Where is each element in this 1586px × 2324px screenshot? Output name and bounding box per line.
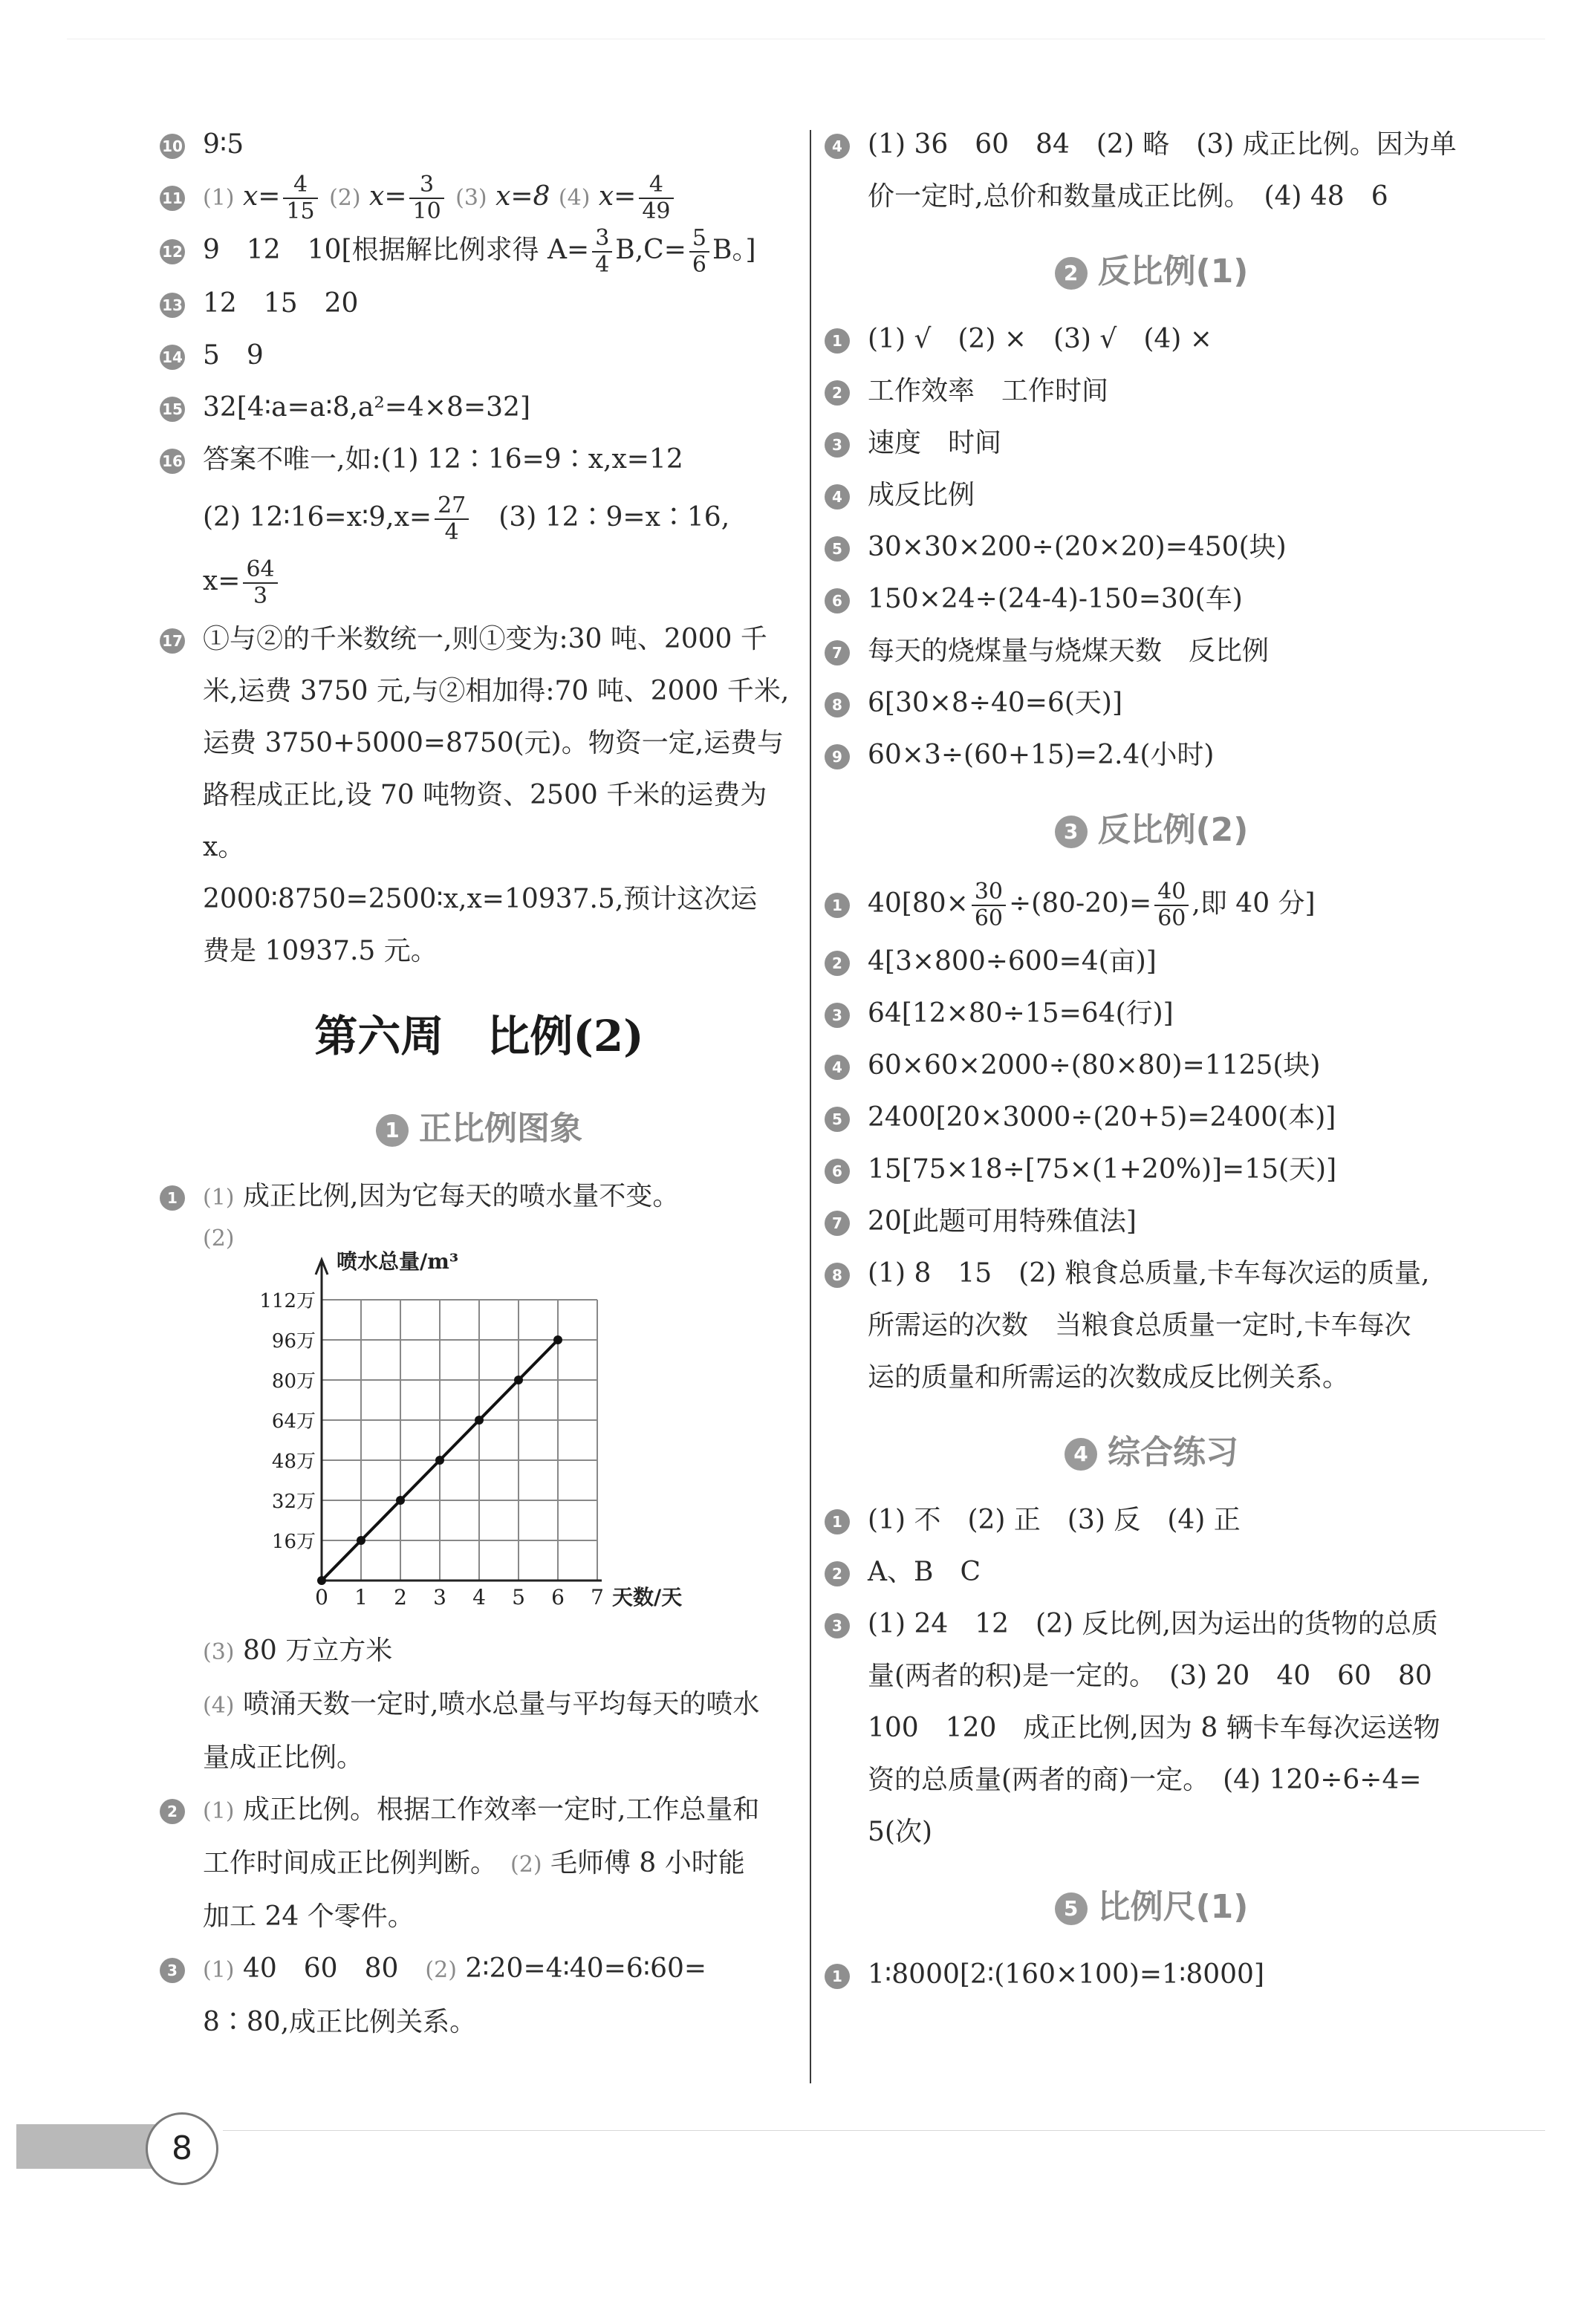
section-title: 正比例图象 <box>419 1110 582 1148</box>
denominator: 15 <box>286 198 315 224</box>
item-number: 2 <box>825 1561 850 1586</box>
answer-text: 80 万立方米 <box>242 1635 393 1666</box>
part-label: (2) <box>203 1226 235 1251</box>
denominator: 4 <box>444 519 459 545</box>
answer-item <box>160 330 799 382</box>
answer-line <box>203 1838 799 1891</box>
answer-item <box>160 119 799 171</box>
denominator: 3 <box>253 583 268 609</box>
fraction <box>243 557 277 609</box>
answer-item <box>160 278 799 330</box>
right-column <box>825 119 1478 2001</box>
section-title: 综合练习 <box>1108 1433 1238 1471</box>
left-column <box>160 119 799 2048</box>
answer-item <box>825 625 1478 677</box>
answer-item <box>160 1171 799 1224</box>
item-number: 2 <box>825 951 850 976</box>
section-items <box>825 1949 1478 2001</box>
item-number: 5 <box>825 536 850 562</box>
answer-item <box>160 382 799 434</box>
answer-item <box>825 729 1478 781</box>
item-number: 2 <box>825 380 850 406</box>
answer-item <box>825 1092 1478 1144</box>
chart-svg <box>203 1224 767 1625</box>
answer-item <box>825 1040 1478 1092</box>
part-label: (3) <box>203 1639 235 1665</box>
answer-text: (1) √ (2) × (3) √ (4) × <box>868 324 1212 354</box>
answer-text: 20[此题可用特殊值法] <box>868 1206 1137 1237</box>
answer-text: 2∶20=4∶40=6∶60= <box>465 1953 707 1984</box>
answer-text: 工作时间成正比例判断。 <box>203 1848 484 1878</box>
data-point <box>317 1576 326 1585</box>
answer-text: 成反比例 <box>868 480 975 510</box>
fraction <box>409 172 443 224</box>
section-title: 反比例(2) <box>1097 811 1249 849</box>
item-number: 3 <box>825 432 850 458</box>
answer-item <box>825 521 1478 573</box>
section-number: 4 <box>1065 1438 1097 1471</box>
fraction <box>435 493 469 545</box>
answer-item <box>825 677 1478 729</box>
answer-item <box>825 313 1478 365</box>
part-label: (4) <box>558 185 591 211</box>
numerator: 4 <box>639 172 673 199</box>
item-number: 4 <box>825 1055 850 1080</box>
answer-text: 喷涌天数一定时,喷水总量与平均每天的喷水 <box>242 1689 760 1719</box>
answer-item <box>825 417 1478 469</box>
item-number: 9 <box>825 744 850 769</box>
denominator: 6 <box>692 252 706 278</box>
answer-item <box>160 171 799 224</box>
answer-text: 5(次) <box>868 1817 932 1847</box>
answer-text: 9∶5 <box>203 129 244 160</box>
x-tick-label: 5 <box>512 1585 525 1609</box>
section-items <box>825 313 1478 781</box>
line-chart <box>203 1224 799 1625</box>
item-number: 6 <box>825 1159 850 1184</box>
answer-text: 运的质量和所需运的次数成反比例关系。 <box>868 1362 1350 1393</box>
item-number: 3 <box>160 1958 185 1983</box>
answer-item <box>825 1949 1478 2001</box>
data-point <box>435 1456 444 1465</box>
answer-text: 9 12 10[根据解比例求得 A= <box>203 235 590 265</box>
answer-text: 资的总质量(两者的商)一定。 (4) 120÷6÷4= <box>868 1765 1422 1795</box>
answer-text: (1) 24 12 (2) 反比例,因为运出的货物的总质 <box>868 1609 1438 1639</box>
x-tick-label: 7 <box>591 1585 604 1609</box>
fraction <box>689 226 709 278</box>
part-label: (1) <box>203 185 235 211</box>
section-items <box>825 1494 1478 1598</box>
answer-text: 答案不唯一,如:(1) 12∶16=9∶x,x=12 <box>203 444 683 475</box>
item-number: 1 <box>825 893 850 918</box>
denominator: 60 <box>1157 905 1186 931</box>
answer-line <box>203 550 799 613</box>
denominator: 60 <box>974 905 1004 931</box>
footer-bar <box>16 2124 165 2169</box>
origin-label: 0 <box>315 1585 328 1609</box>
section-number: 1 <box>376 1114 409 1147</box>
section-items <box>825 936 1478 1248</box>
data-point <box>357 1536 365 1545</box>
answer-text: ,即 40 分] <box>1192 888 1316 919</box>
part-label: (2) <box>510 1852 542 1878</box>
answer-text: 1∶8000[2∶(160×100)=1∶8000] <box>868 1959 1264 1990</box>
fraction <box>972 879 1006 931</box>
footer-rule <box>223 2130 1545 2131</box>
item-number: 16 <box>160 449 185 474</box>
answer-item <box>825 573 1478 625</box>
answer-item <box>160 1943 799 2048</box>
x-tick-label: 6 <box>551 1585 565 1609</box>
item-number: 2 <box>160 1799 185 1824</box>
numerator: 3 <box>409 172 443 199</box>
y-tick-label: 112万 <box>259 1290 316 1312</box>
page-number: 8 <box>146 2112 218 2185</box>
fraction <box>283 172 317 224</box>
item-number: 1 <box>825 1509 850 1534</box>
item-number: 5 <box>825 1107 850 1132</box>
y-tick-label: 16万 <box>271 1531 316 1553</box>
numerator: 3 <box>592 226 612 253</box>
answer-text: 成正比例。根据工作效率一定时,工作总量和 <box>242 1794 760 1825</box>
denominator: 49 <box>642 198 671 224</box>
part-label: (2) <box>329 185 361 211</box>
answer-item <box>825 469 1478 521</box>
section-heading <box>160 1099 799 1159</box>
numerator: 27 <box>435 493 469 520</box>
answer-item <box>825 1598 1478 1858</box>
answer-text: 12 15 20 <box>203 288 359 319</box>
answer-item <box>160 1625 799 1679</box>
answer-text: 15[75×18÷[75×(1+20%)]=15(天)] <box>868 1154 1337 1185</box>
answer-text: (1) 36 60 84 (2) 略 (3) 成正比例。因为单 <box>868 129 1457 160</box>
item-number: 10 <box>160 134 185 159</box>
item-number: 13 <box>160 293 185 318</box>
answer-text: B,C= <box>615 235 686 265</box>
answer-text: (2) 12∶16=x∶9,x= <box>203 502 432 533</box>
y-tick-label: 48万 <box>271 1451 316 1473</box>
answer-text: 8∶80,成正比例关系。 <box>203 2007 477 2037</box>
answer-item <box>160 1679 799 1784</box>
data-point <box>514 1376 523 1384</box>
section-title: 反比例(1) <box>1097 253 1249 290</box>
x-tick-label: 3 <box>433 1585 446 1609</box>
denominator: 10 <box>412 198 441 224</box>
week-title: 第六周 比例(2) <box>314 1011 644 1061</box>
item-number: 1 <box>825 1964 850 1989</box>
answer-item <box>160 224 799 278</box>
answer-text: 所需运的次数 当粮食总质量一定时,卡车每次 <box>868 1310 1411 1341</box>
data-point <box>396 1496 405 1505</box>
fraction <box>1154 879 1189 931</box>
numerator: 64 <box>243 557 277 584</box>
part-label: (4) <box>203 1693 235 1719</box>
column-divider <box>810 130 811 2083</box>
answer-text: A、B C <box>868 1557 981 1587</box>
answer-text: 6[30×8÷40=6(天)] <box>868 688 1123 718</box>
section-number: 2 <box>1055 257 1088 290</box>
y-tick-label: 64万 <box>271 1410 316 1433</box>
answer-item <box>825 1144 1478 1196</box>
answer-item <box>825 936 1478 988</box>
item-number: 11 <box>160 186 185 211</box>
answer-text: 费是 10937.5 元。 <box>203 936 438 966</box>
answer-text: 2000∶8750=2500∶x,x=10937.5,预计这次运 <box>203 884 758 914</box>
x-tick-label: 4 <box>472 1585 486 1609</box>
answer-text: 米,运费 3750 元,与②相加得:70 吨、2000 千米, <box>203 676 790 706</box>
answer-item <box>160 434 799 613</box>
answer-text: 2400[20×3000÷(20+5)=2400(本)] <box>868 1102 1336 1133</box>
part-label: (1) <box>203 1185 235 1211</box>
answer-text: (3) 12∶9=x∶16, <box>498 502 730 533</box>
answer-text: 32[4∶a=a∶8,a²=4×8=32] <box>203 392 530 423</box>
section-heading <box>825 801 1478 860</box>
part-label: (1) <box>203 1798 235 1824</box>
item-number: 12 <box>160 239 185 264</box>
item-number: 17 <box>160 628 185 654</box>
answer-text: 价一定时,总价和数量成正比例。 (4) 48 6 <box>868 181 1388 212</box>
item-number: 1 <box>825 328 850 354</box>
item-number: 8 <box>825 1263 850 1288</box>
answer-item <box>160 613 799 977</box>
section-number: 3 <box>1055 816 1088 848</box>
item-number: 6 <box>825 588 850 613</box>
answer-text: 40[80× <box>868 888 969 919</box>
item-number: 3 <box>825 1613 850 1638</box>
item-number: 7 <box>825 640 850 665</box>
numerator: 5 <box>689 226 709 253</box>
answer-text: 加工 24 个零件。 <box>203 1901 415 1932</box>
answer-text: 60×3÷(60+15)=2.4(小时) <box>868 740 1215 770</box>
section-heading <box>825 242 1478 302</box>
answer-text: 毛师傅 8 小时能 <box>550 1848 745 1878</box>
x-tick-label: 2 <box>394 1585 407 1609</box>
answer-text: 运费 3750+5000=8750(元)。物资一定,运费与 <box>203 728 784 758</box>
answer-text: 量成正比例。 <box>203 1742 364 1773</box>
answer-text: 成正比例,因为它每天的喷水量不变。 <box>242 1181 680 1211</box>
item-number: 15 <box>160 397 185 422</box>
fraction <box>639 172 673 224</box>
answer-text: x=8 <box>495 181 550 212</box>
answer-item <box>825 988 1478 1040</box>
fraction <box>592 226 612 278</box>
answer-text: ÷(80-20)= <box>1009 888 1152 919</box>
y-tick-label: 32万 <box>271 1491 316 1513</box>
answer-text: 100 120 成正比例,因为 8 辆卡车每次运送物 <box>868 1713 1440 1743</box>
denominator: 4 <box>595 252 610 278</box>
answer-text: ①与②的千米数统一,则①变为:30 吨、2000 千 <box>203 624 767 654</box>
item-number: 14 <box>160 345 185 370</box>
answer-text: (1) 8 15 (2) 粮食总质量,卡车每次运的质量, <box>868 1258 1430 1289</box>
part-label: (3) <box>455 185 487 211</box>
answer-item <box>825 872 1478 936</box>
x-axis-label: 天数/天 <box>612 1585 683 1609</box>
answer-text: x= <box>369 181 407 212</box>
item-number: 7 <box>825 1211 850 1236</box>
answer-text: 5 9 <box>203 340 264 371</box>
data-point <box>475 1416 484 1425</box>
answer-item <box>825 1248 1478 1404</box>
answer-text: 60×60×2000÷(80×80)=1125(块) <box>868 1050 1321 1081</box>
numerator: 4 <box>283 172 317 199</box>
numerator: 30 <box>972 879 1006 906</box>
answer-item <box>825 1546 1478 1598</box>
answer-text: 30×30×200÷(20×20)=450(块) <box>868 532 1287 562</box>
section-number: 5 <box>1055 1892 1088 1925</box>
item-number: 3 <box>825 1003 850 1028</box>
answer-text: 150×24÷(24-4)-150=30(车) <box>868 584 1243 614</box>
item-number: 8 <box>825 692 850 717</box>
answer-item <box>825 365 1478 417</box>
answer-text: 工作效率 工作时间 <box>868 376 1109 406</box>
answer-item <box>825 119 1478 223</box>
item-number: 1 <box>160 1185 185 1211</box>
y-tick-label: 80万 <box>271 1370 316 1393</box>
numerator: 40 <box>1154 879 1189 906</box>
answer-text: 40 60 80 <box>242 1953 399 1984</box>
answer-item <box>825 1196 1478 1248</box>
answer-text: 路程成正比,设 70 吨物资、2500 千米的运费为 x。 <box>203 780 767 862</box>
answer-text: 每天的烧煤量与烧煤天数 反比例 <box>868 636 1270 666</box>
answer-text: x= <box>203 566 241 596</box>
data-point <box>553 1335 562 1344</box>
answer-item <box>825 1494 1478 1546</box>
y-axis-label: 喷水总量/m³ <box>337 1249 459 1274</box>
answer-text: (1) 不 (2) 正 (3) 反 (4) 正 <box>868 1505 1241 1535</box>
answer-text: x= <box>598 181 637 212</box>
answer-line <box>203 486 799 550</box>
answer-text: 量(两者的积)是一定的。 (3) 20 40 60 80 <box>868 1661 1432 1691</box>
section-title: 比例尺(1) <box>1097 1888 1249 1926</box>
answer-text: B。] <box>712 235 756 265</box>
section-heading <box>825 1423 1478 1482</box>
section-heading <box>825 1878 1478 1937</box>
answer-text: 4[3×800÷600=4(亩)] <box>868 946 1157 977</box>
x-tick-label: 1 <box>354 1585 368 1609</box>
answer-text: 速度 时间 <box>868 428 1002 458</box>
part-label: (2) <box>425 1957 457 1983</box>
answer-text: x= <box>242 181 281 212</box>
answer-item <box>160 1784 799 1943</box>
part-label: (1) <box>203 1957 235 1983</box>
answer-text: 64[12×80÷15=64(行)] <box>868 998 1174 1029</box>
item-number: 4 <box>825 484 850 510</box>
y-tick-label: 96万 <box>271 1330 316 1353</box>
item-number: 4 <box>825 134 850 159</box>
